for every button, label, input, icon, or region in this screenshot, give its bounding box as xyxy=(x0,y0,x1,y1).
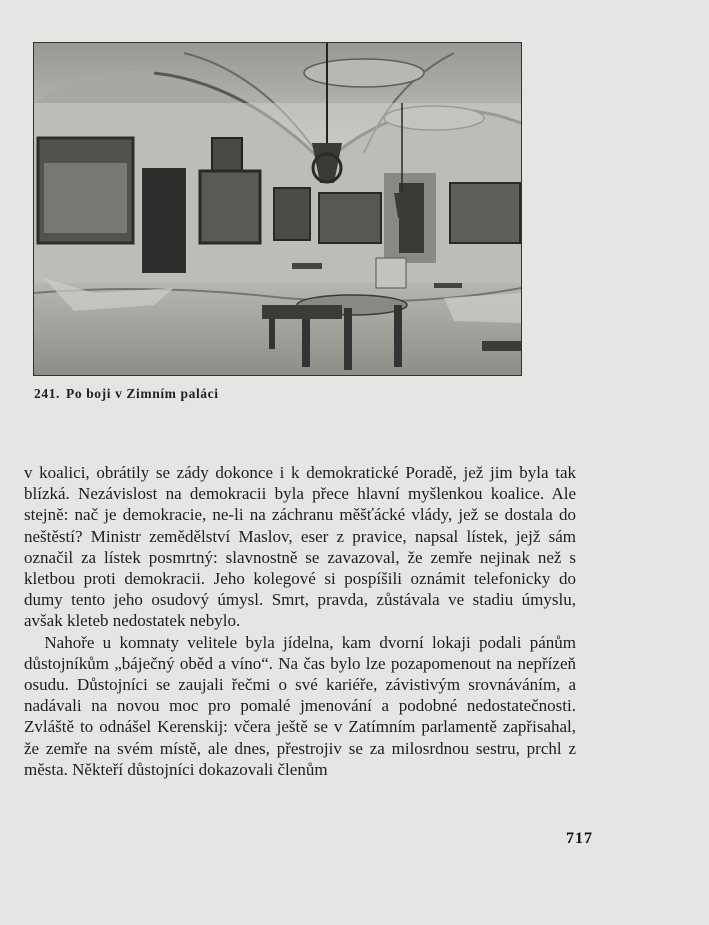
figure-number: 241. xyxy=(34,386,61,401)
body-text xyxy=(24,462,576,780)
page-number: 717 xyxy=(566,830,593,847)
paragraph-1: v koalici, obrátily se zády dokonce i k demokratické Poradě, jež jim byla tak blízká. Nezávislost na demokracii byla přece hlavní myšlenkou koalice. Ale stejně: nač je demokracie, ne-li na záchranu měšťácké vlády, jež se dostala do neštěstí? Ministr zemědělství Maslov, eser z pravice, napsal lístek, jejž sám označil za lístek posmrtný: slavnostně se zavazoval, že zemře nejinak než s kletbou proti demokracii. Jeho kolegové si pospíšili oznámit telefonicky do dumy tento jeho osudový úmysl. Smrt, pravda, zůstávala ve stadiu úmyslu, avšak kleteb nedostatek nebylo. xyxy=(24,463,576,631)
palace-hall-illustration xyxy=(34,43,521,375)
figure-caption-text: Po boji v Zimním paláci xyxy=(66,386,219,401)
figure-photo xyxy=(33,42,522,376)
figure-caption xyxy=(34,386,219,402)
paragraph-2: Nahoře u komnaty velitele byla jídelna, kam dvorní lokaji podali pánům důstojníkům „báječný oběd a víno“. Na čas bylo lze pozapomenout na nepřízeň osudu. Důstojníci se zaujali řečmi o své kariéře, závistivým srovnáváním, a nadávali na novou moc pro pomalé jmenování a podobné nedostatečnosti. Zvláště to odnášel Kerenskij: včera ještě se v Zatímním parlamentě zapřisahal, že zemře na svém místě, ale dnes, přestrojiv se za milosrdnou sestru, prchl z města. Někteří důstojníci dokazovali členům xyxy=(24,632,576,779)
